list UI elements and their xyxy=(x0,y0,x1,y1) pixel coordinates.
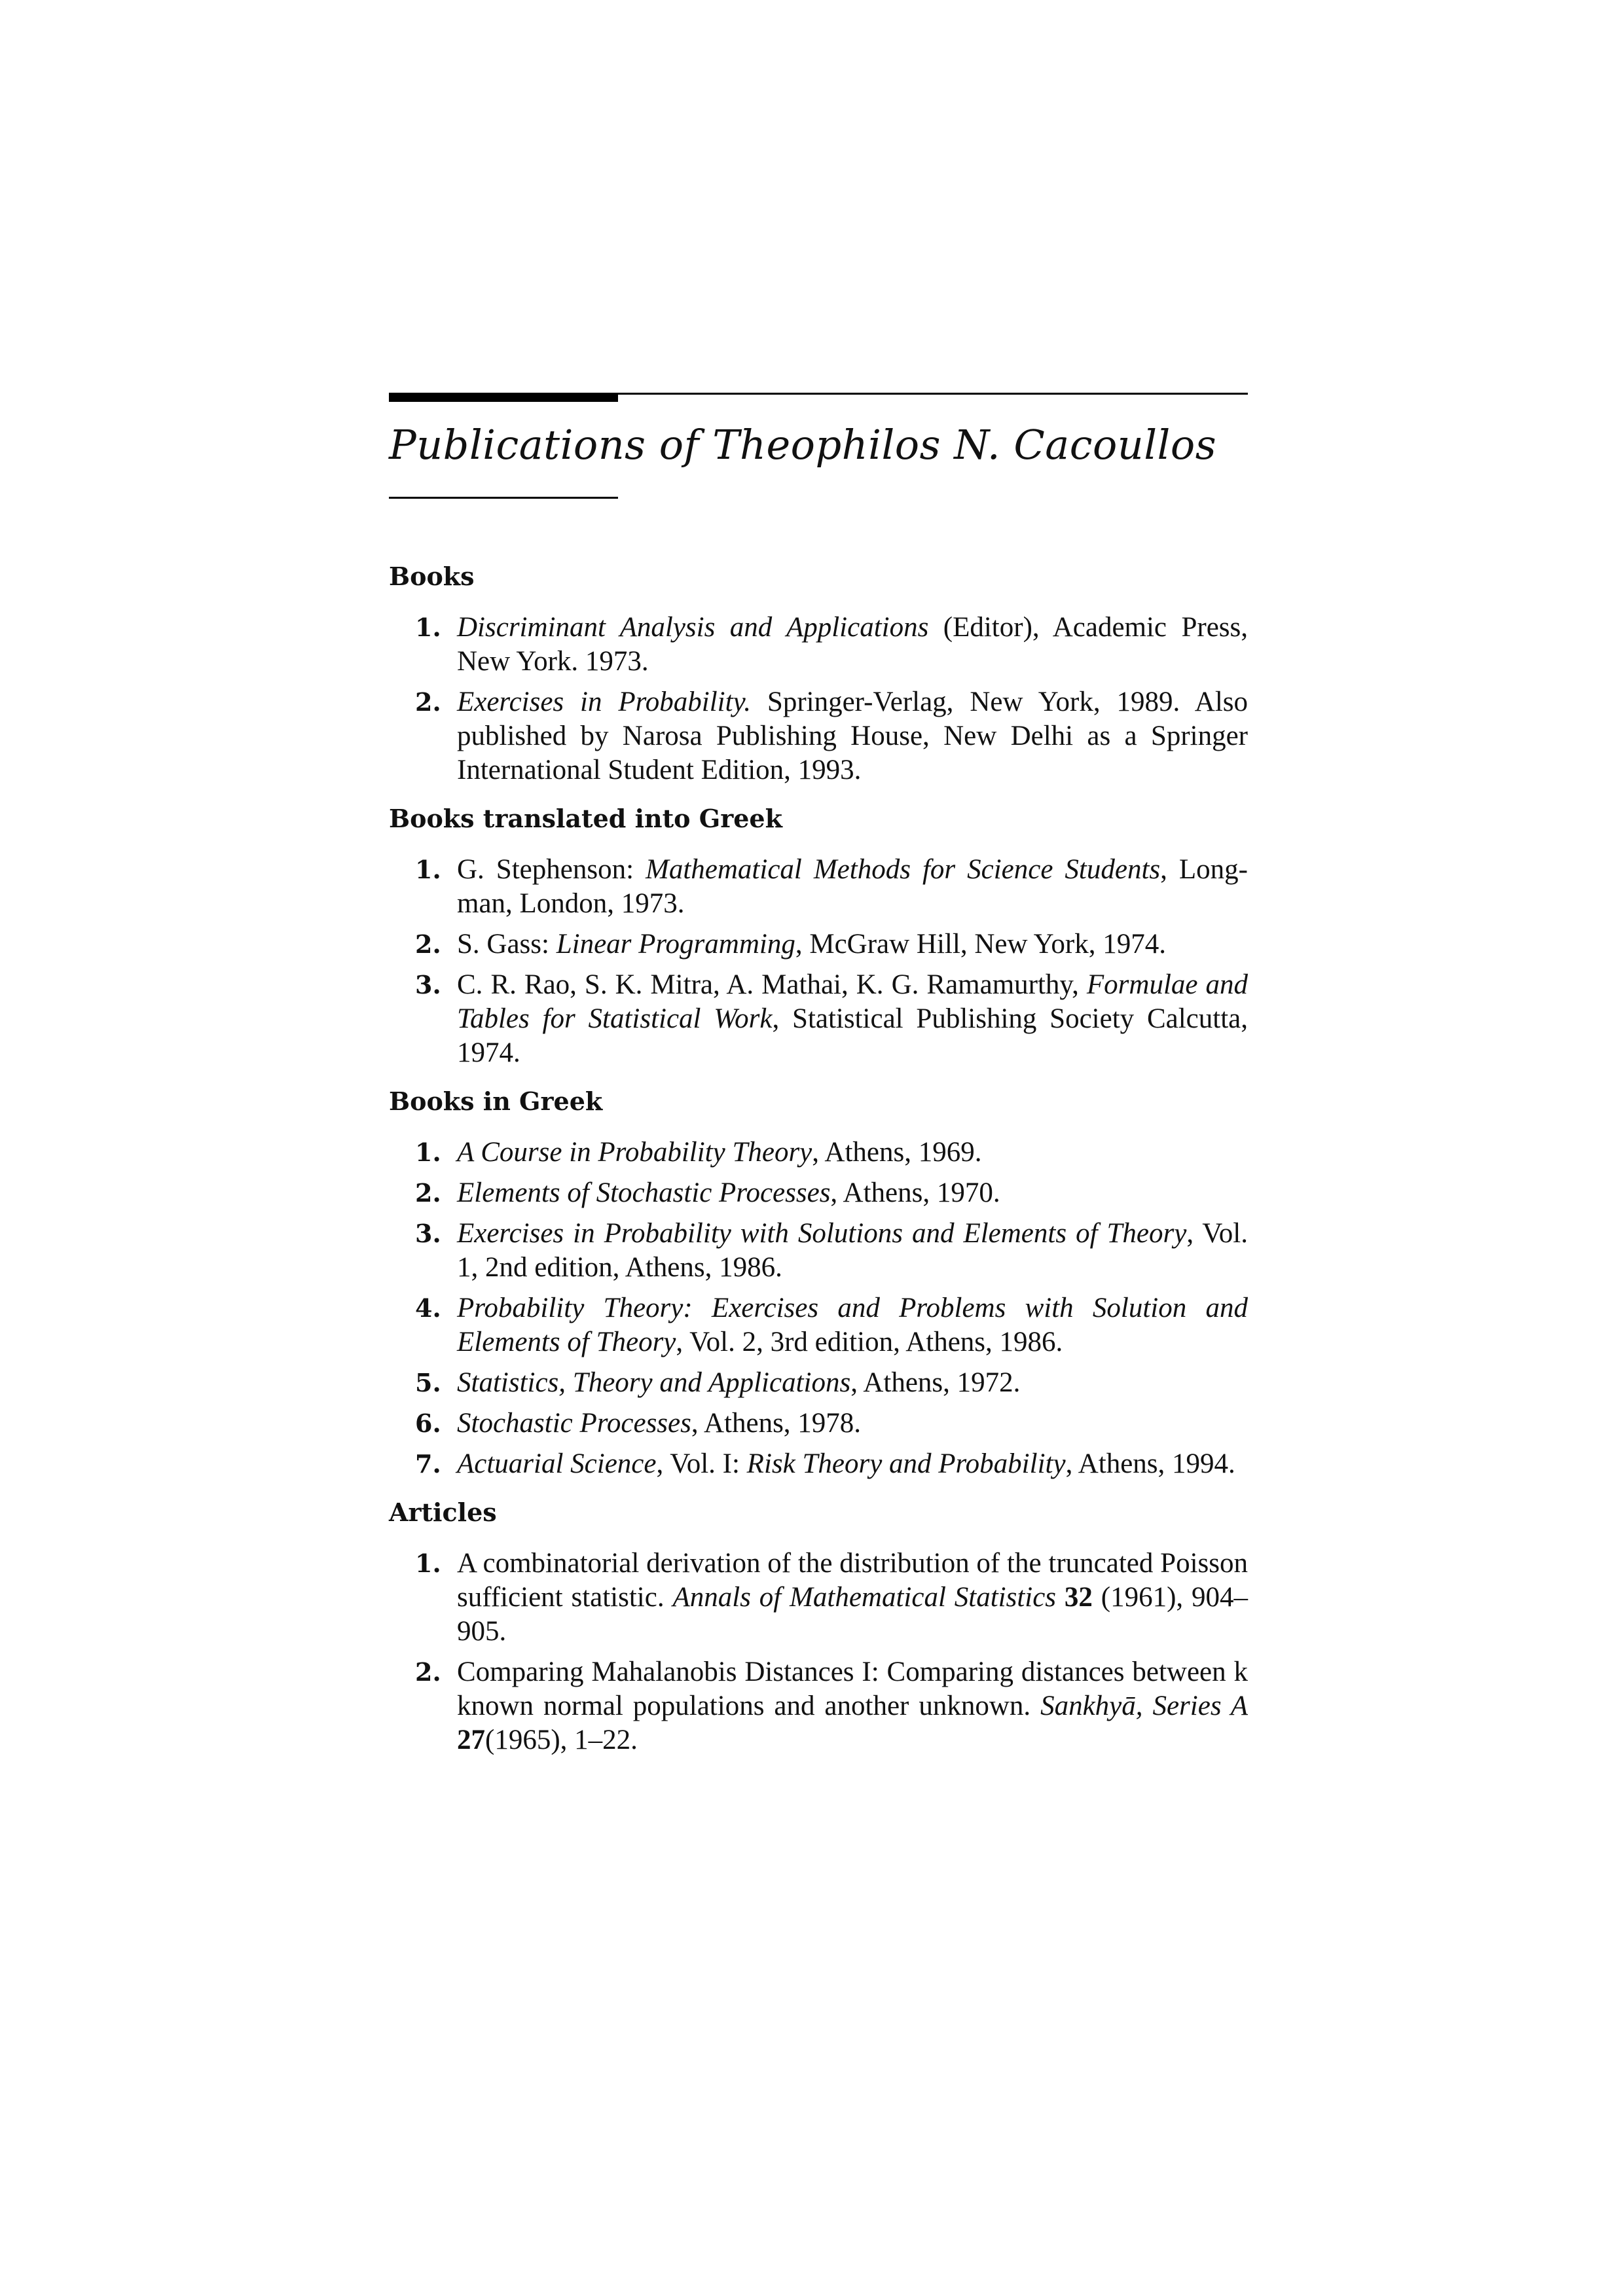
entry-title-text: Exercises in Probability with Solutions and Elements of Theory xyxy=(457,1218,1187,1249)
entry-title-text: Formulae and Tables for Statistical Work xyxy=(457,969,1248,1034)
entry-number: 3. xyxy=(415,1219,441,1248)
publication-entry xyxy=(389,1136,1248,1170)
entry-title-text: Annals of Mathematical Statistics xyxy=(672,1582,1057,1613)
publication-list xyxy=(389,611,1248,787)
entry-number: 1. xyxy=(415,1549,441,1578)
publication-entry xyxy=(389,1291,1248,1359)
entry-number: 1. xyxy=(415,613,441,642)
entry-title-text: Risk Theory and Probability xyxy=(746,1448,1066,1479)
publication-entry xyxy=(389,611,1248,679)
entry-title-text: Exercises in Probability. xyxy=(457,687,752,717)
entry-text: C. R. Rao, S. K. Mitra, A. Mathai, K. G. Ramamurthy, xyxy=(457,969,1087,1000)
entry-number: 7. xyxy=(415,1449,441,1479)
publication-entry xyxy=(389,1366,1248,1400)
title-rule-thin xyxy=(618,393,1248,395)
entry-number: 2. xyxy=(415,1178,441,1208)
entry-volume-text: 27 xyxy=(457,1725,485,1755)
entry-number: 1. xyxy=(415,1138,441,1167)
publication-entry xyxy=(389,927,1248,961)
entry-title-text: Elements of Stochastic Processes xyxy=(457,1177,831,1208)
entry-text: (Editor), Academic Press, New York. 1973. xyxy=(457,612,1248,677)
entry-text: , Statistical Publishing Society Calcutta, 1974. xyxy=(457,1003,1248,1068)
section-heading: Books in Greek xyxy=(389,1086,603,1116)
entry-text: , Athens, 1978. xyxy=(691,1408,862,1439)
entry-title-text: Mathematical Methods for Science Students xyxy=(646,854,1161,885)
entry-text: , Athens, 1994. xyxy=(1065,1448,1235,1479)
publication-entry xyxy=(389,853,1248,921)
entry-title-text: Stochastic Processes xyxy=(457,1408,691,1439)
entry-text: , Athens, 1972. xyxy=(850,1367,1021,1398)
entry-number: 6. xyxy=(415,1408,441,1438)
publication-entry xyxy=(389,1217,1248,1285)
publication-entry xyxy=(389,1407,1248,1441)
title-rule-thick xyxy=(389,393,618,402)
entry-text: , Vol. 2, 3rd edition, Athens, 1986. xyxy=(676,1327,1063,1357)
entry-text: , Vol. I: xyxy=(656,1448,747,1479)
entry-text: , McGraw Hill, New York, 1974. xyxy=(795,929,1166,960)
publication-entry xyxy=(389,685,1248,787)
entry-text: , Athens, 1970. xyxy=(830,1177,1000,1208)
entry-number: 5. xyxy=(415,1368,441,1397)
entry-text: (1961), 904–905. xyxy=(457,1582,1249,1647)
title-underline xyxy=(389,497,618,499)
publication-entry xyxy=(389,968,1248,1070)
publication-list xyxy=(389,1547,1248,1757)
entry-title-text: Sankhyā, Series A xyxy=(1040,1691,1249,1721)
publication-entry xyxy=(389,1547,1248,1649)
page-title: Publications of Theophilos N. Cacoullos xyxy=(389,421,1217,469)
publications-content xyxy=(389,560,1248,1772)
entry-text: A combinatorial derivation of the distribution of the truncated Poisson sufficient statistic. xyxy=(457,1548,1248,1613)
entry-number: 2. xyxy=(415,929,441,959)
entry-title-text: Actuarial Science xyxy=(457,1448,657,1479)
publication-entry xyxy=(389,1176,1248,1210)
entry-number: 1. xyxy=(415,855,441,884)
publication-list xyxy=(389,853,1248,1070)
section-heading: Books xyxy=(389,562,475,591)
section-heading: Articles xyxy=(389,1498,497,1527)
entry-text: , Long-man, London, 1973. xyxy=(457,854,1248,919)
entry-title-text: A Course in Probability Theory xyxy=(457,1137,812,1168)
entry-number: 2. xyxy=(415,687,441,717)
entry-text: , Athens, 1969. xyxy=(812,1137,982,1168)
entry-text: S. Gass: xyxy=(457,929,556,960)
publication-entry xyxy=(389,1655,1248,1757)
entry-text xyxy=(1056,1582,1065,1613)
entry-text: , Vol. 1, 2nd edition, Athens, 1986. xyxy=(457,1218,1248,1283)
entry-title-text: Discriminant Analysis and Applications xyxy=(457,612,929,643)
entry-text: (1965), 1–22. xyxy=(485,1725,638,1755)
entry-text: Springer-Verlag, New York, 1989. Also published by Narosa Publishing House, New Delhi as a Springer International Student Edition, 1993. xyxy=(457,687,1248,785)
entry-title-text: Statistics, Theory and Applications xyxy=(457,1367,851,1398)
entry-number: 4. xyxy=(415,1293,441,1323)
entry-text: G. Stephenson: xyxy=(457,854,646,885)
section-heading: Books translated into Greek xyxy=(389,804,782,833)
entry-number: 2. xyxy=(415,1657,441,1687)
entry-title-text: Probability Theory: Exercises and Problems with Solution and Elements of Theory xyxy=(457,1293,1248,1357)
entry-text: Comparing Mahalanobis Distances I: Comparing distances between k known normal populations and another unknown. xyxy=(457,1657,1248,1721)
publication-entry xyxy=(389,1447,1248,1481)
publication-list xyxy=(389,1136,1248,1481)
entry-volume-text: 32 xyxy=(1064,1582,1093,1613)
entry-title-text: Linear Programming xyxy=(556,929,795,960)
entry-number: 3. xyxy=(415,970,441,999)
